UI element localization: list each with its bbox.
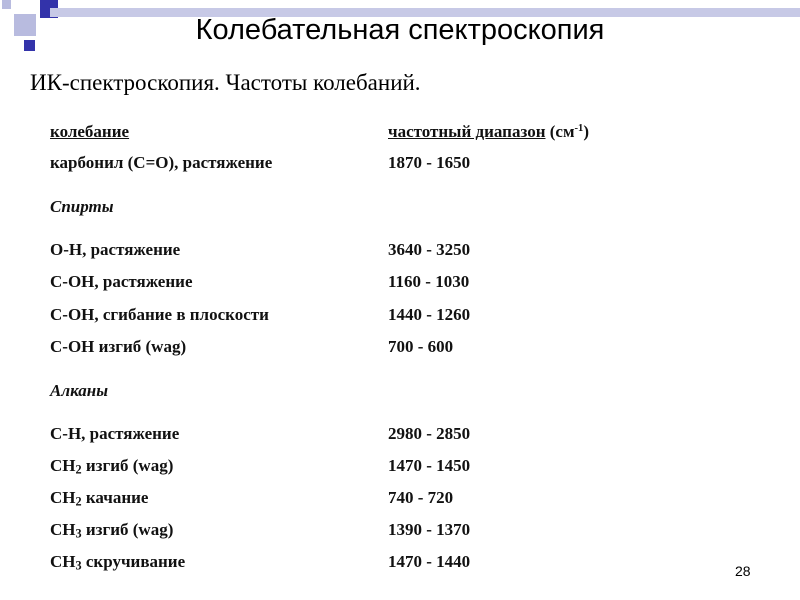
row-range: 1160 - 1030 — [388, 272, 470, 291]
row-range: 3640 - 3250 — [388, 240, 471, 259]
row-label: C-OH, сгибание в плоскости — [50, 305, 269, 324]
formula-post: изгиб (wag) — [81, 456, 174, 475]
header-range — [388, 122, 589, 142]
row-range: 1470 - 1440 — [388, 552, 471, 571]
row-label — [50, 488, 148, 508]
section-alcohols: Спирты — [50, 197, 114, 216]
header-vibration: колебание — [50, 122, 130, 141]
row-label — [50, 520, 173, 540]
row-label: C-OH, растяжение — [50, 272, 193, 291]
formula-sub: 2 — [75, 494, 82, 509]
row-label: карбонил (C=O), растяжение — [50, 153, 273, 172]
formula-post: скручивание — [81, 552, 186, 571]
page-number: 28 — [735, 563, 751, 579]
row-range: 2980 - 2850 — [388, 424, 471, 443]
row-range: 1390 - 1370 — [388, 520, 471, 539]
slide-title: Колебательная спектроскопия — [195, 14, 605, 46]
header-unit-suffix: ) — [583, 122, 589, 141]
row-label: C-OH изгиб (wag) — [50, 337, 187, 356]
formula-pre: CH — [50, 520, 76, 539]
formula-sub: 2 — [75, 462, 82, 477]
row-range: 1440 - 1260 — [388, 305, 471, 324]
row-range: 740 - 720 — [388, 488, 454, 507]
formula-pre: CH — [50, 552, 76, 571]
formula-pre: CH — [50, 488, 76, 507]
row-label: C-H, растяжение — [50, 424, 180, 443]
slide-subtitle: ИК-спектроскопия. Частоты колебаний. — [30, 70, 421, 95]
header-unit-sup: -1 — [574, 123, 584, 135]
formula-post: качание — [81, 488, 149, 507]
formula-post: изгиб (wag) — [81, 520, 174, 539]
row-label: O-H, растяжение — [50, 240, 181, 259]
row-label — [50, 552, 185, 572]
formula-sub: 3 — [75, 558, 82, 573]
row-label — [50, 456, 173, 476]
formula-pre: CH — [50, 456, 76, 475]
section-alkanes: Алканы — [50, 381, 108, 400]
formula-sub: 3 — [75, 526, 82, 541]
header-range-label: частотный диапазон — [388, 122, 546, 141]
header-unit-prefix: (см — [549, 122, 575, 141]
row-range: 700 - 600 — [388, 337, 454, 356]
row-range: 1870 - 1650 — [388, 153, 471, 172]
row-range: 1470 - 1450 — [388, 456, 471, 475]
